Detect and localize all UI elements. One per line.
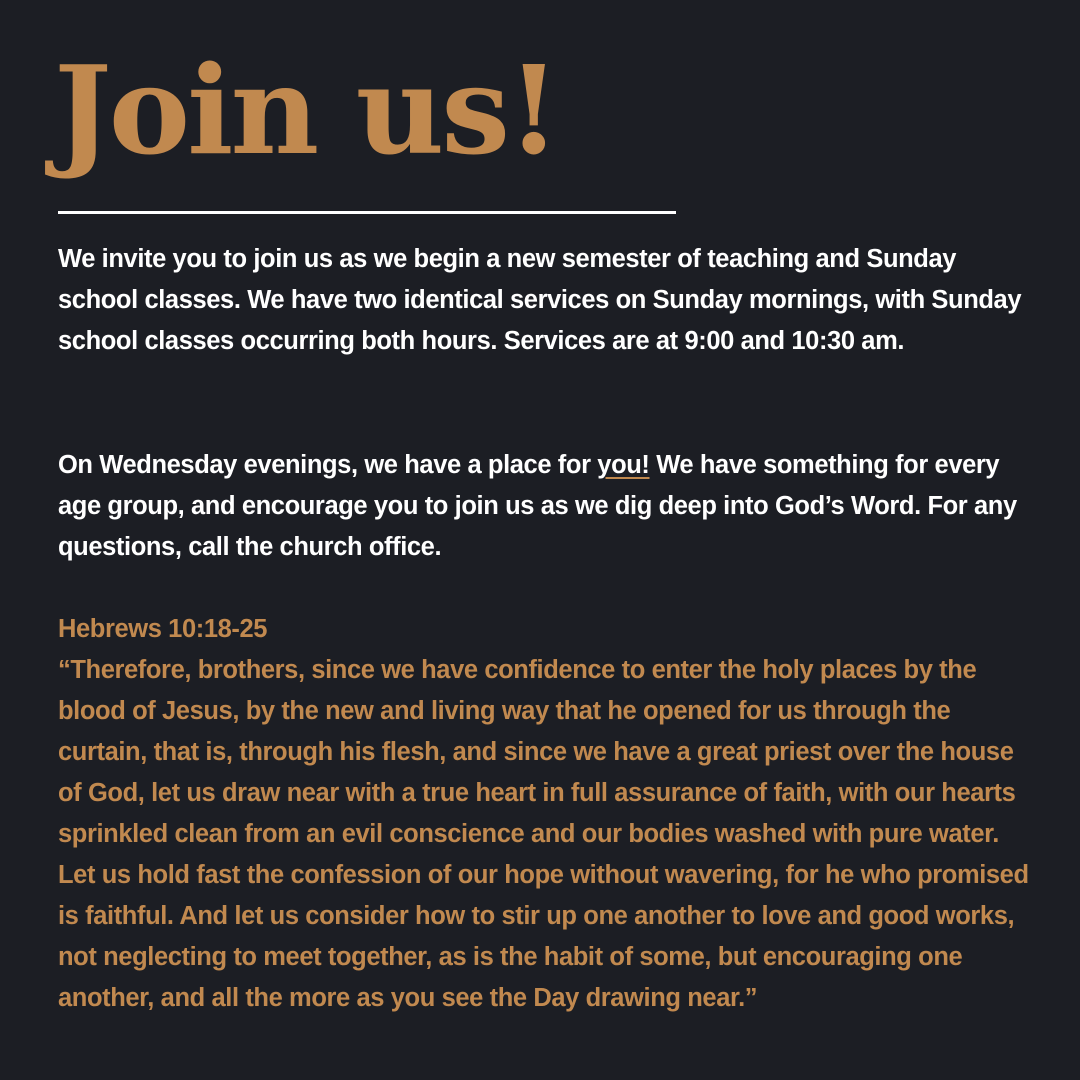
wednesday-text-after: We have something for every age group, and encourage you to join us as we dig deep into God’s Word. For any questions, call the church office. [58, 451, 1017, 561]
wednesday-paragraph [58, 445, 1033, 568]
wednesday-text-before: On Wednesday evenings, we have a place for [58, 451, 598, 479]
wednesday-emphasis: you! [597, 451, 650, 479]
divider [58, 211, 676, 214]
scripture-reference: Hebrews 10:18-25 [58, 615, 268, 643]
invitation-paragraph: We invite you to join us as we begin a new semester of teaching and Sunday school classes. We have two identical services on Sunday mornings, with Sunday school classes occurring both hours. Services are at 9:00 and 10:30 am. [58, 245, 1022, 355]
scripture-quote: “Therefore, brothers, since we have confidence to enter the holy places by the blood of Jesus, by the new and living way that he opened for us through the curtain, that is, through his flesh, and since we have a great priest over the house of God, let us draw near with a true heart in full assurance of faith, with our hearts sprinkled clean from an evil conscience and our bodies washed with pure water. Let us hold fast the confession of our hope without wavering, for he who promised is faithful. And let us consider how to stir up one another to love and good works, not neglecting to meet together, as is the habit of some, but encouraging one another, and all the more as you see the Day drawing near.” [58, 656, 1029, 1012]
page-title: Join us! [54, 38, 558, 182]
